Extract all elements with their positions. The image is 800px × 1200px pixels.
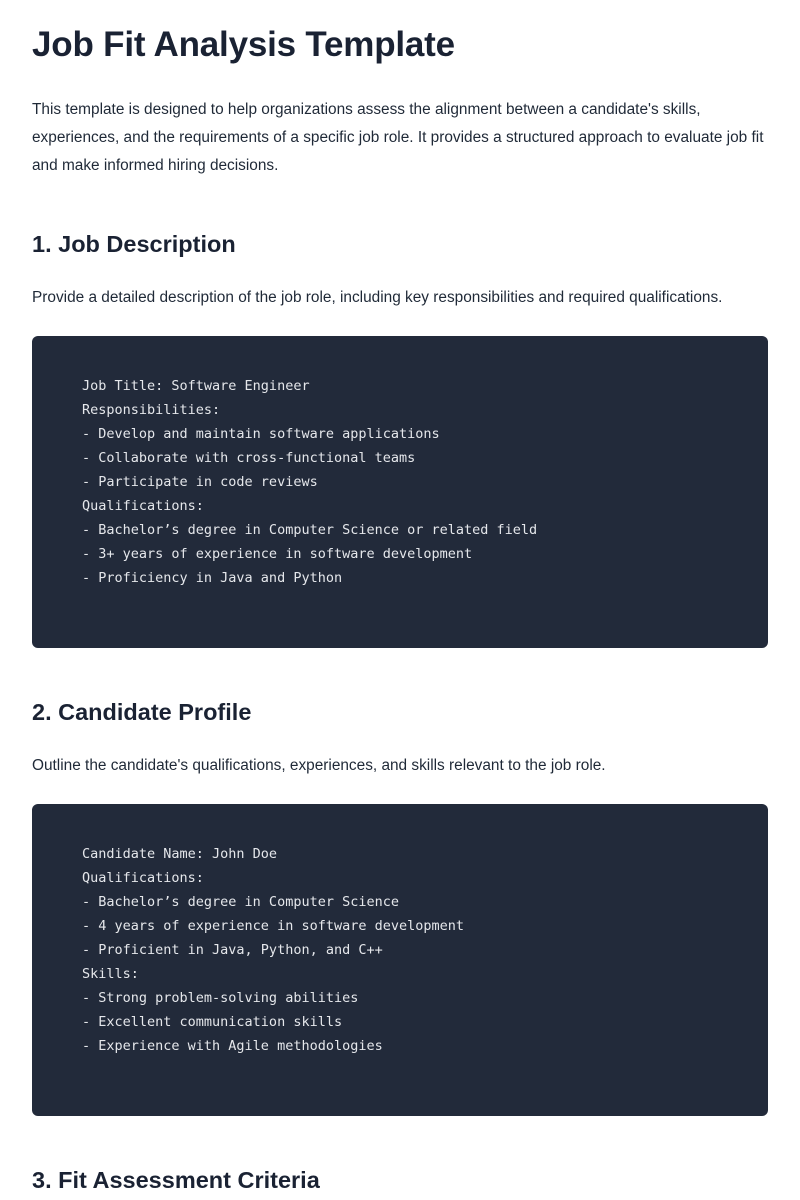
code-line: - Collaborate with cross-functional teams (82, 450, 416, 466)
page-title: Job Fit Analysis Template (32, 25, 455, 64)
section-description-candidate-profile: Outline the candidate's qualifications, experiences, and skills relevant to the job role. (32, 757, 606, 774)
code-line: - 3+ years of experience in software development (82, 546, 473, 562)
code-line: - Bachelor’s degree in Computer Science (82, 894, 399, 910)
section-heading-candidate-profile: 2. Candidate Profile (32, 699, 252, 725)
code-line: Candidate Name: John Doe (82, 846, 278, 862)
code-line: Job Title: Software Engineer (82, 378, 310, 394)
code-block-candidate-profile[interactable] (32, 804, 768, 1116)
code-line: - 4 years of experience in software development (82, 918, 465, 934)
code-line: - Develop and maintain software applications (82, 426, 440, 442)
code-line: - Excellent communication skills (82, 1014, 343, 1030)
code-block-job-description[interactable] (32, 336, 768, 648)
code-line: - Experience with Agile methodologies (82, 1038, 383, 1054)
section-heading-fit-assessment-criteria: 3. Fit Assessment Criteria (32, 1167, 320, 1193)
code-line: Skills: (82, 966, 139, 982)
code-line: - Bachelor’s degree in Computer Science or related field (82, 522, 538, 538)
code-line: Qualifications: (82, 870, 204, 886)
code-line: - Strong problem-solving abilities (82, 990, 359, 1006)
section-description-job-description: Provide a detailed description of the job role, including key responsibilities and required qualifications. (32, 289, 723, 306)
intro-paragraph: This template is designed to help organizations assess the alignment between a candidate's skills, experiences, and the requirements of a specific job role. It provides a structured approach to evaluate job fit and make informed hiring decisions. (32, 101, 764, 174)
section-heading-job-description: 1. Job Description (32, 231, 236, 257)
code-line: Qualifications: (82, 498, 204, 514)
code-line: - Participate in code reviews (82, 474, 318, 490)
code-line: - Proficient in Java, Python, and C++ (82, 942, 383, 958)
code-line: Responsibilities: (82, 402, 221, 418)
code-line: - Proficiency in Java and Python (82, 570, 343, 586)
